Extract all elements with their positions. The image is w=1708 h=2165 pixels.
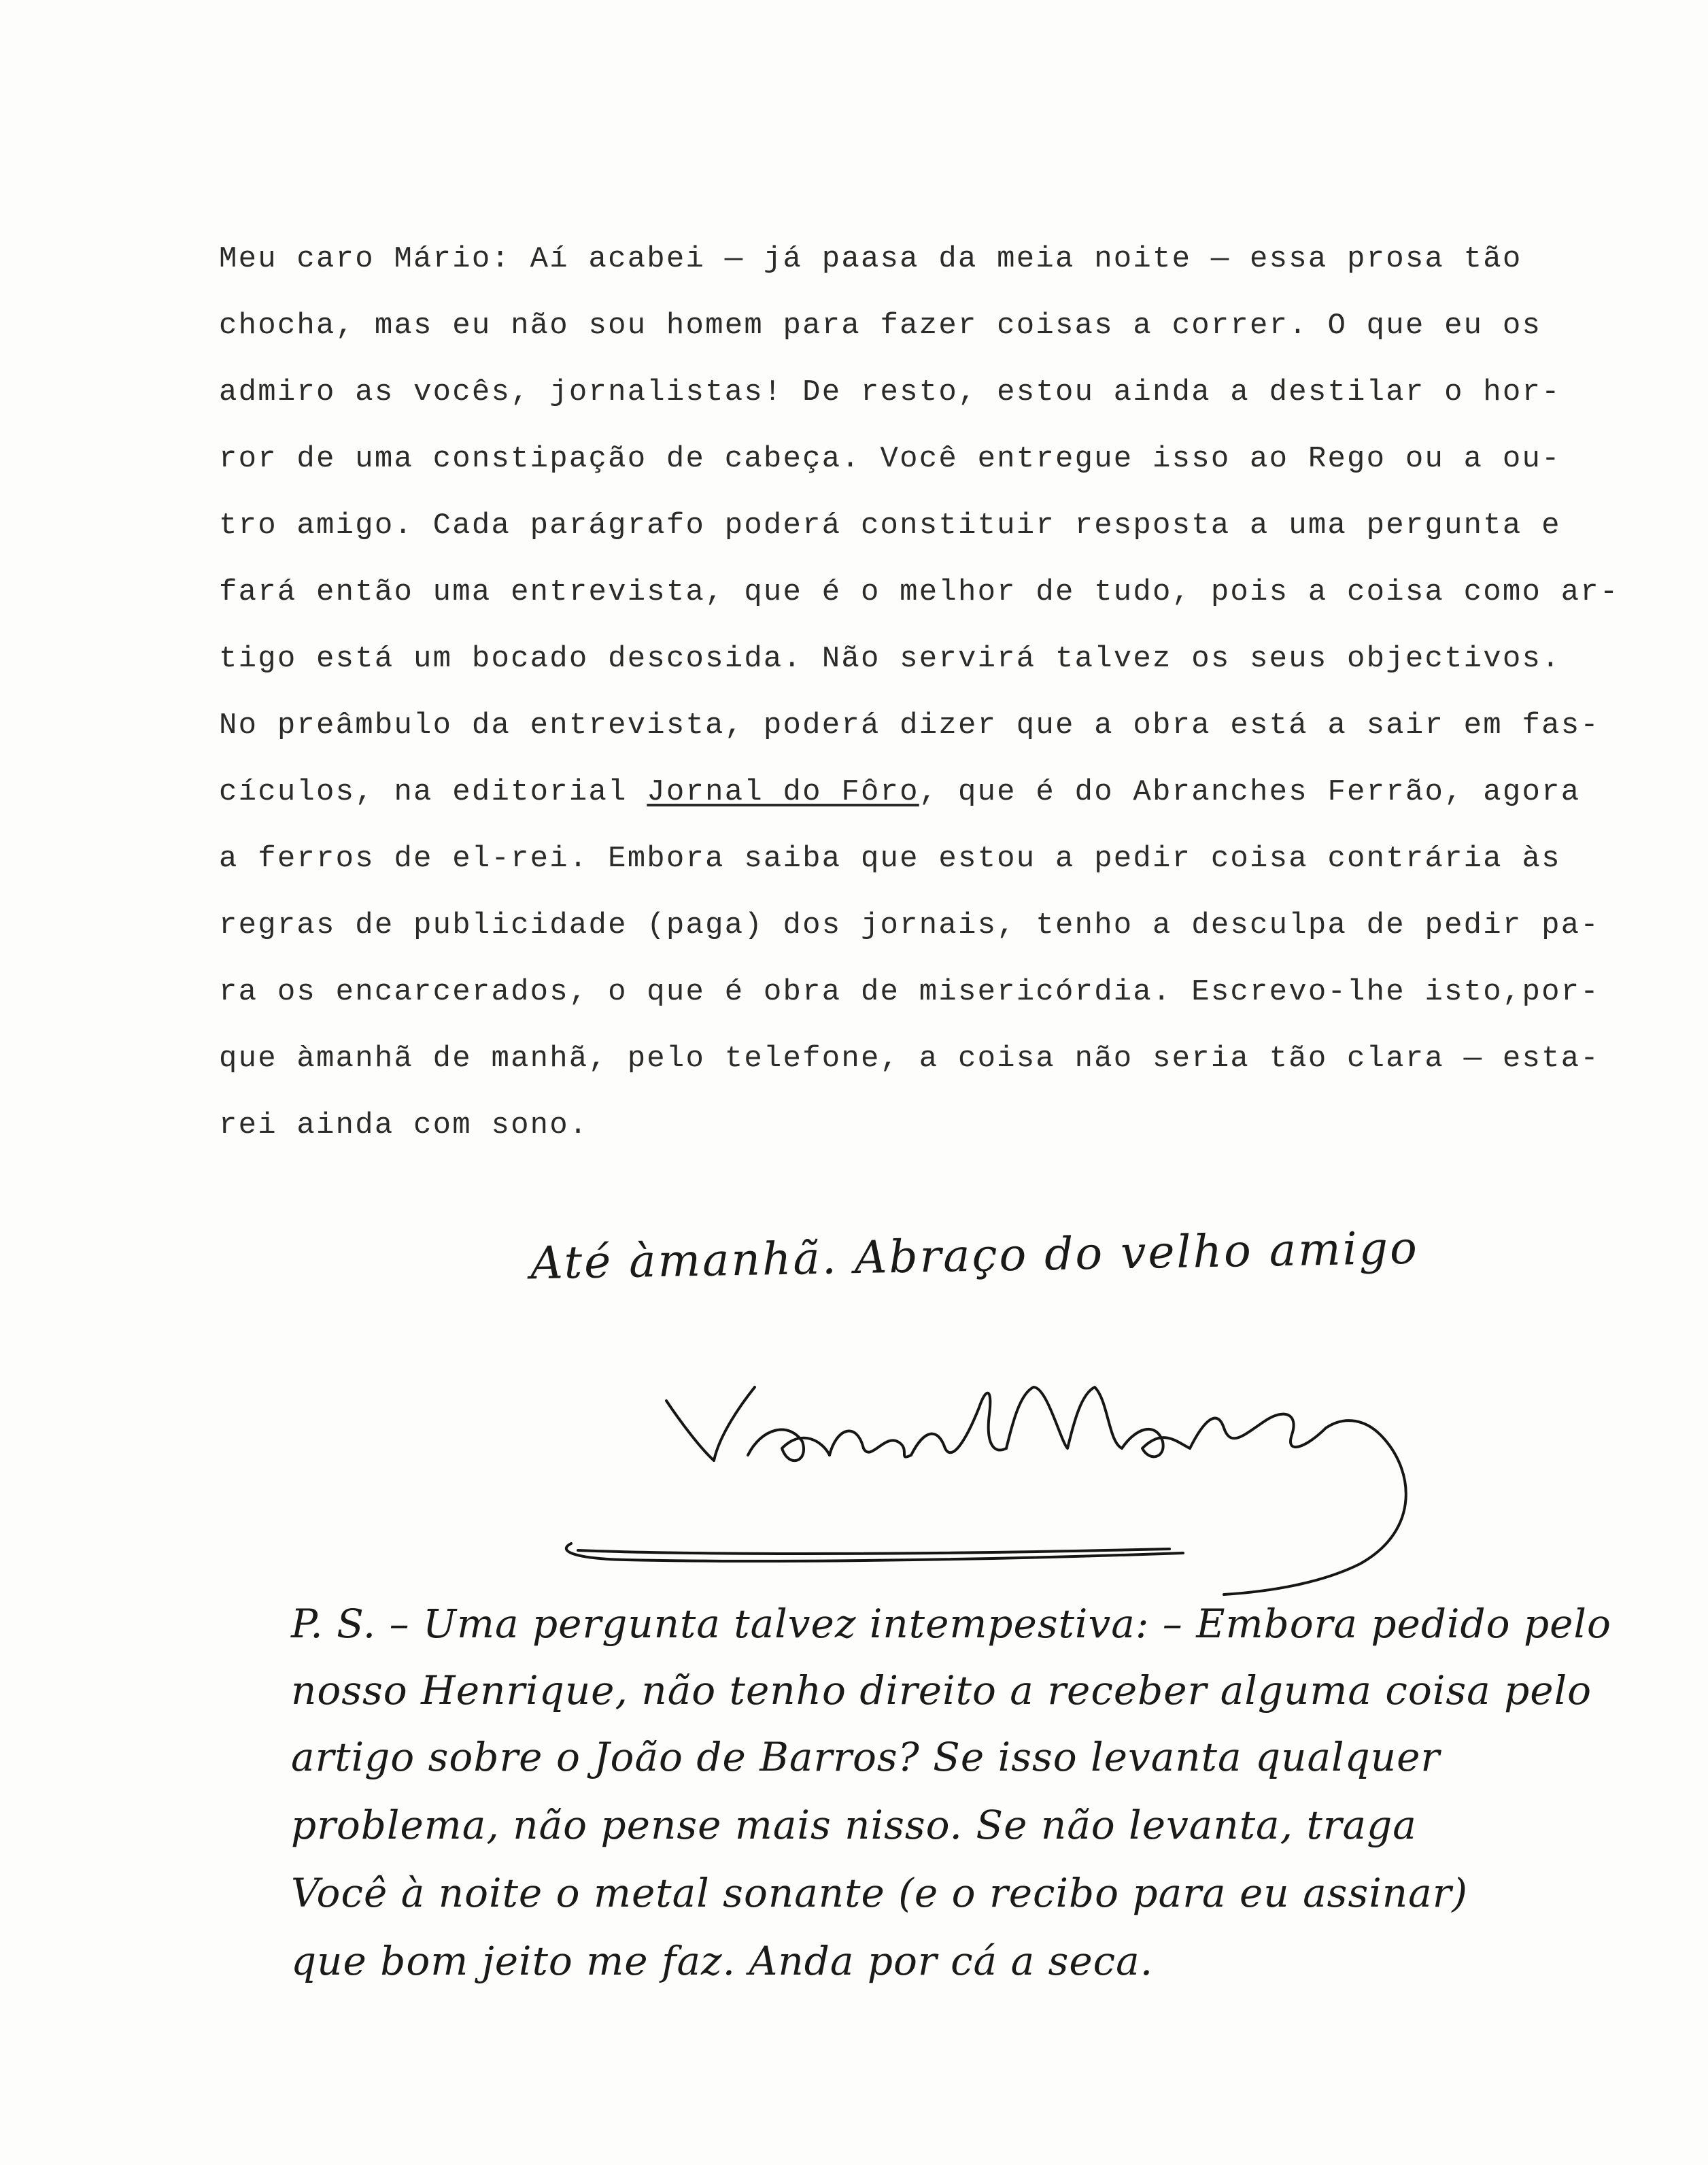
typed-line <box>219 759 1660 825</box>
typed-line: tro amigo. Cada parágrafo poderá constituir resposta a uma pergunta e <box>219 509 1561 543</box>
postscript-line: nosso Henrique, não tenho direito a receber alguma coisa pelo <box>291 1667 1592 1714</box>
typed-line: Meu caro Mário: Aí acabei — já paasa da meia noite — essa prosa tão <box>219 242 1522 276</box>
typed-text: , que é do Abranches Ferrão, agora <box>919 775 1581 809</box>
typed-line: que àmanhã de manhã, pelo telefone, a coisa não seria tão clara — esta- <box>219 1042 1600 1076</box>
postscript-line: Você à noite o metal sonante (e o recibo para eu assinar) <box>291 1870 1469 1916</box>
typed-line: No preâmbulo da entrevista, poderá dizer que a obra está a sair em fas- <box>219 709 1600 743</box>
typed-line: tigo está um bocado descosida. Não servirá talvez os seus objectivos. <box>219 642 1561 676</box>
postscript-line: problema, não pense mais nisso. Se não levanta, traga <box>291 1802 1417 1848</box>
typed-line: regras de publicidade (paga) dos jornais, tenho a desculpa de pedir pa- <box>219 908 1600 942</box>
handwritten-signature <box>544 1346 1455 1605</box>
typed-line: admiro as vocês, jornalistas! De resto, estou ainda a destilar o hor- <box>219 375 1561 409</box>
typed-line: chocha, mas eu não sou homem para fazer coisas a correr. O que eu os <box>219 309 1542 343</box>
typed-letter-body <box>219 226 1660 1159</box>
typed-text: cículos, na editorial <box>219 775 647 809</box>
typed-line: fará então uma entrevista, que é o melhor de tudo, pois a coisa como ar- <box>219 575 1620 609</box>
typed-line: ra os encarcerados, o que é obra de misericórdia. Escrevo-lhe isto,por- <box>219 975 1600 1009</box>
typed-line: ror de uma constipação de cabeça. Você entregue isso ao Rego ou a ou- <box>219 442 1561 476</box>
typed-line: a ferros de el-rei. Embora saiba que estou a pedir coisa contrária às <box>219 842 1561 876</box>
postscript-line: artigo sobre o João de Barros? Se isso levanta qualquer <box>291 1734 1441 1780</box>
handwritten-closing: Até àmanhã. Abraço do velho amigo <box>530 1221 1420 1290</box>
publisher-name-underlined: Jornal do Fôro <box>647 775 919 809</box>
postscript-line: P. S. – Uma pergunta talvez intempestiva: – Embora pedido pelo <box>291 1601 1611 1647</box>
typed-line: rei ainda com sono. <box>219 1108 589 1142</box>
postscript-line: que bom jeito me faz. Anda por cá a seca. <box>291 1938 1154 1984</box>
